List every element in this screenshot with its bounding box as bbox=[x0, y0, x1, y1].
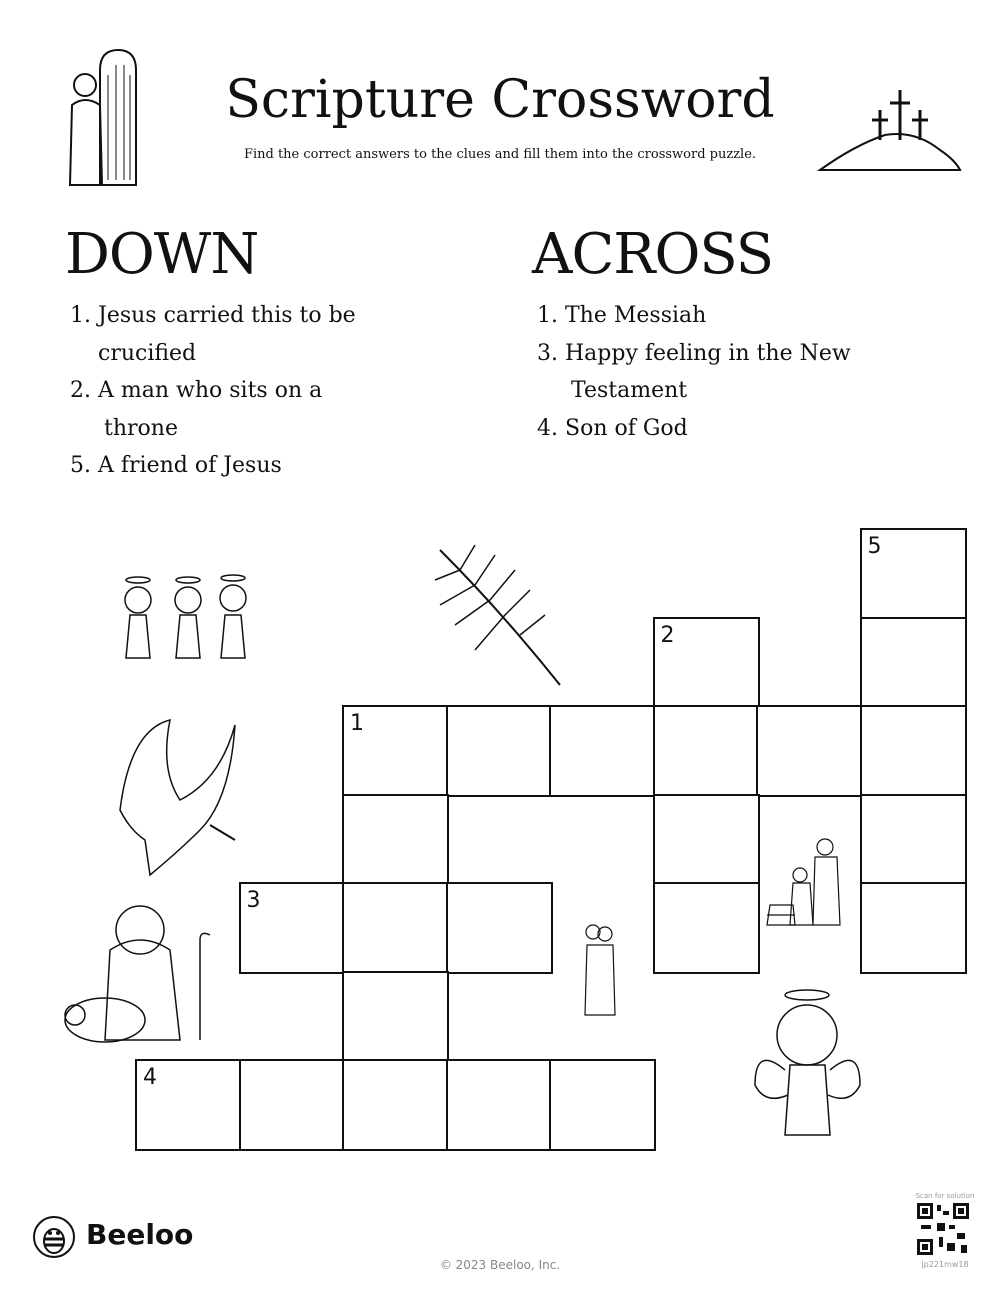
crossword-cell[interactable] bbox=[549, 1059, 656, 1151]
crossword-cell[interactable] bbox=[860, 528, 967, 620]
down-clues bbox=[70, 297, 356, 485]
clue-number: 3 bbox=[246, 888, 261, 913]
holy-couple-illustration bbox=[575, 920, 625, 1020]
crossword-cell[interactable] bbox=[239, 882, 346, 974]
instructions: Find the correct answers to the clues and fill them into the crossword puzzle. bbox=[243, 147, 757, 162]
clue-number: 2 bbox=[660, 622, 675, 648]
across-clue-4: 4. Son of God bbox=[537, 415, 688, 441]
clue-number: 5 bbox=[867, 534, 882, 559]
scan-label: Scan for solution bbox=[915, 1192, 975, 1200]
down-heading: DOWN bbox=[65, 222, 259, 287]
crossword-cell[interactable] bbox=[653, 617, 760, 709]
crossword-cell[interactable] bbox=[239, 1059, 346, 1151]
crossword-cell[interactable] bbox=[653, 705, 760, 797]
clue-number: 4 bbox=[143, 1065, 157, 1090]
across-heading: ACROSS bbox=[532, 222, 774, 287]
man-at-door-illustration bbox=[60, 45, 140, 195]
palm-leaf-illustration bbox=[430, 540, 570, 690]
crossword-cell[interactable] bbox=[446, 1059, 553, 1151]
across-clue-3-cont: Testament bbox=[571, 378, 688, 403]
crossword-cell[interactable] bbox=[860, 705, 967, 797]
clue-number: 1 bbox=[350, 711, 364, 736]
down-clue-1-cont: crucified bbox=[98, 340, 197, 366]
nativity-illustration bbox=[765, 835, 860, 930]
crossword-cell[interactable] bbox=[860, 882, 967, 974]
across-clue-1: 1. The Messiah bbox=[537, 303, 707, 328]
crossword-cell[interactable] bbox=[342, 794, 449, 886]
crossword-cell[interactable] bbox=[446, 882, 553, 974]
angels-illustration bbox=[108, 570, 268, 665]
beeloo-logo-icon bbox=[32, 1215, 76, 1259]
crossword-cell[interactable] bbox=[756, 705, 863, 797]
down-clue-2: 2. A man who sits on a bbox=[70, 378, 323, 403]
down-clue-5: 5. A friend of Jesus bbox=[70, 453, 282, 478]
angel-illustration bbox=[750, 985, 865, 1145]
across-clues bbox=[537, 297, 851, 447]
down-clue-1: 1. Jesus carried this to be bbox=[70, 303, 356, 328]
crossword-cell[interactable] bbox=[860, 794, 967, 886]
crossword-cell[interactable] bbox=[653, 794, 760, 886]
crossword-cell[interactable] bbox=[549, 705, 656, 797]
crossword-cell[interactable] bbox=[653, 882, 760, 974]
crossword-cell[interactable] bbox=[446, 705, 553, 797]
crossword-cell[interactable] bbox=[135, 1059, 242, 1151]
crossword-cell[interactable] bbox=[342, 1059, 449, 1151]
across-clue-3: 3. Happy feeling in the New bbox=[537, 340, 851, 366]
crossword-cell[interactable] bbox=[342, 882, 449, 974]
copyright: © 2023 Beeloo, Inc. bbox=[439, 1258, 561, 1272]
crossword-cell[interactable] bbox=[860, 617, 967, 709]
down-clue-2-cont: throne bbox=[104, 415, 178, 441]
three-crosses-hill-illustration bbox=[815, 85, 965, 175]
crossword-cell[interactable] bbox=[342, 705, 449, 797]
puzzle-code: jp221mw18 bbox=[921, 1260, 969, 1269]
qr-code-icon[interactable] bbox=[917, 1203, 969, 1255]
brand-name: Beeloo bbox=[86, 1218, 194, 1251]
crossword-cell[interactable] bbox=[342, 971, 449, 1063]
shepherd-with-sheep-illustration bbox=[60, 890, 220, 1055]
page-title: Scripture Crossword bbox=[225, 70, 775, 130]
dove-illustration bbox=[110, 710, 240, 880]
